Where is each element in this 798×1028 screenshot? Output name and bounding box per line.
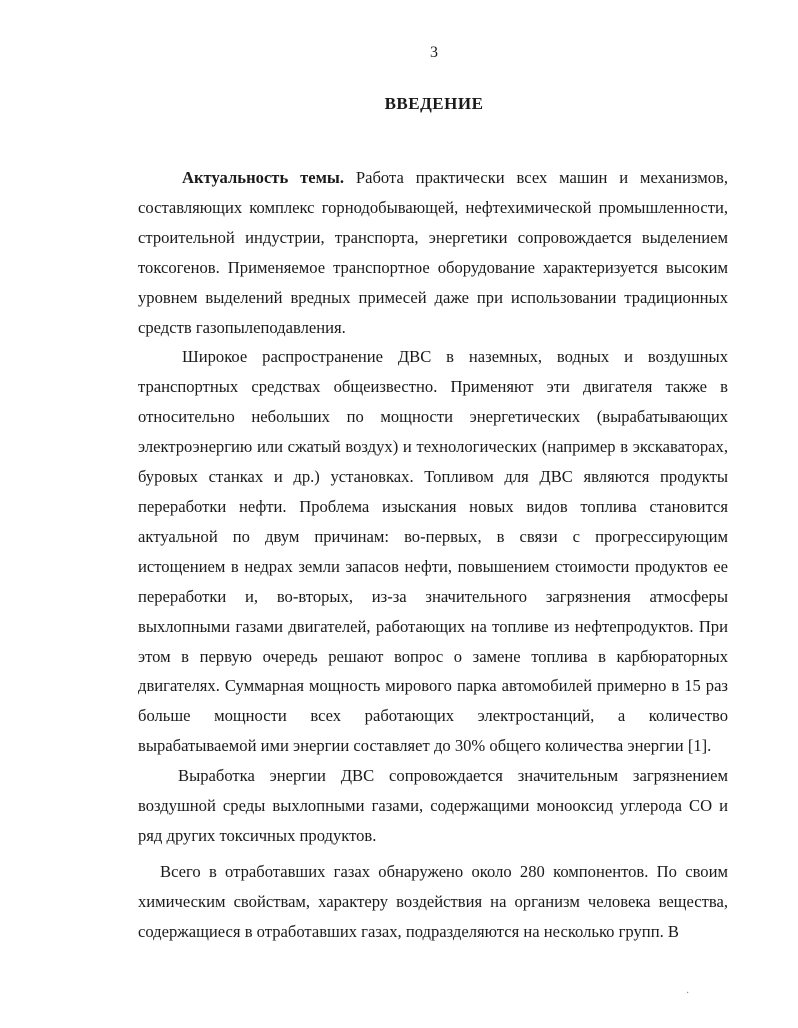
paragraph-relevance <box>138 163 728 342</box>
paragraph-energy-pollution: Выработка энергии ДВС сопровождается значительным загрязнением воздушной среды выхлопными газами, содержащими монооксид углерода СО и ряд других токсичных продуктов. <box>138 766 728 845</box>
paragraph-ice-distribution: Широкое распространение ДВС в наземных, водных и воздушных транспортных средствах общеизвестно. Применяют эти двигателя также в относительно небольших по мощности энергетических (вырабатывающих электроэнергию или сжатый воздух) и технологических (например в экскаваторах, буровых станках и др.) установках. Топливом для ДВС являются продукты переработки нефти. Проблема изыскания новых видов топлива становится актуальной по двум причинам: во-первых, в связи с прогрессирующим истощением в недрах земли запасов нефти, повышением стоимости продуктов ее переработки и, во-вторых, из-за значительного загрязнения атмосферы выхлопными газами двигателей, работающих на топливе из нефтепродуктов. При этом в первую очередь решают вопрос о замене топлива в карбюраторных двигателях. Суммарная мощность мирового парка автомобилей примерно в 15 раз больше мощности всех работающих электростанций, а количество вырабатываемой ими энергии составляет до 30% общего количества энергии [1]. <box>138 347 728 756</box>
page-number: 3 <box>430 44 438 61</box>
section-heading: ВВЕДЕНИЕ <box>384 94 484 113</box>
paragraph-lead: Актуальность темы. <box>182 168 345 187</box>
scan-speck: · <box>686 988 690 999</box>
paragraph-exhaust-components: Всего в отработавших газах обнаружено около 280 компонентов. По своим химическим свойствам, характеру воздействия на организм человека вещества, содержащиеся в отработавших газах, подразделяются на несколько групп. В <box>138 861 728 941</box>
body-text <box>138 163 728 947</box>
paragraph-text: Работа практически всех машин и механизмов, составляющих комплекс горнодобывающей, нефтехимической промышленности, строительной индустрии, транспорта, энергетики сопровождается выделением токсогенов. Применяемое транспортное оборудование характеризуется высоким уровнем выделений вредных примесей даже при использовании традиционных средств газопылеподавления. <box>138 168 728 337</box>
